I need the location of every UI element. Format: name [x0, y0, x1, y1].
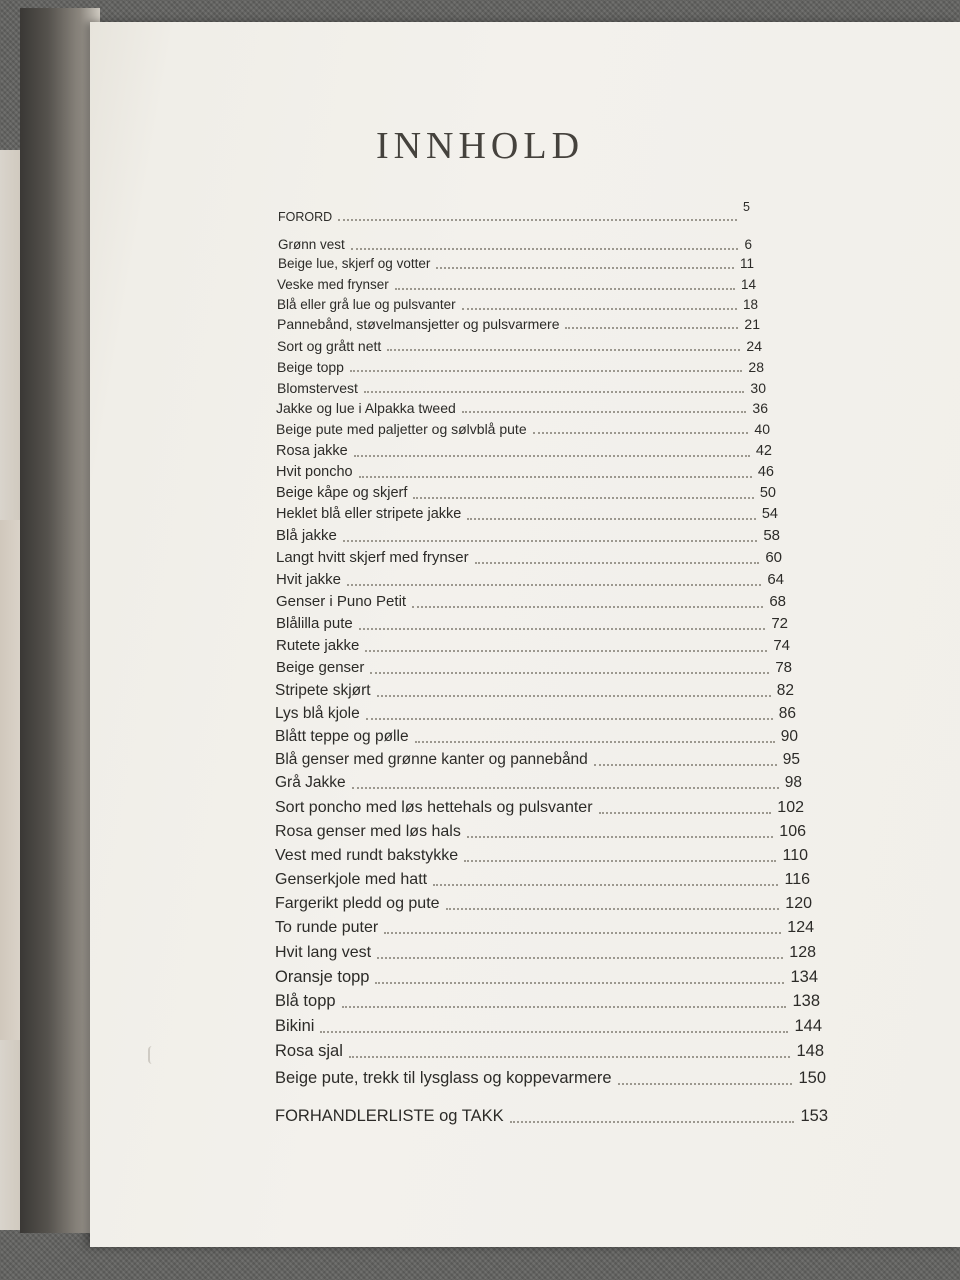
toc-entry-title: Blålilla pute: [276, 615, 353, 632]
dot-leader: [464, 860, 776, 862]
dot-leader: [377, 695, 771, 697]
dot-leader: [446, 908, 780, 910]
toc-entry-page: 148: [796, 1042, 824, 1060]
toc-entry-page: 36: [752, 400, 768, 416]
toc-entry: [275, 845, 808, 866]
toc-entry: [276, 592, 786, 612]
toc-entry-page: 86: [778, 705, 796, 722]
dot-leader: [475, 562, 760, 564]
dot-leader: [375, 982, 784, 984]
toc-entry-title: Stripete skjørt: [275, 682, 371, 699]
dot-leader: [412, 606, 763, 608]
dot-leader: [352, 787, 779, 789]
dot-leader: [359, 476, 752, 478]
toc-entry: [275, 821, 806, 842]
toc-entry-page: 24: [746, 338, 762, 354]
toc-entry-title: Veske med frynser: [277, 277, 389, 292]
toc-entry-title: Genserkjole med hatt: [275, 871, 428, 888]
dot-leader: [364, 391, 745, 393]
toc-entry-page: 106: [779, 823, 806, 840]
pencil-mark: [148, 1046, 160, 1064]
toc-entry: [278, 200, 750, 225]
dot-leader: [347, 584, 761, 586]
toc-entry-page: 124: [787, 919, 814, 936]
toc-entry-title: Blå eller grå lue og pulsvanter: [277, 297, 456, 312]
toc-entry-page: 21: [744, 316, 760, 332]
toc-entry: [277, 296, 758, 314]
toc-entry: [276, 636, 790, 656]
dot-leader: [462, 411, 747, 413]
toc-entry: [275, 869, 810, 890]
toc-entry-title: Beige genser: [276, 659, 365, 676]
toc-entry-title: Rosa sjal: [275, 1042, 343, 1060]
toc-entry-title: Blå genser med grønne kanter og pannebånd: [275, 751, 588, 768]
toc-entry: [276, 442, 772, 461]
toc-entry-title: Hvit jakke: [276, 571, 342, 588]
toc-entry-title: Rutete jakke: [276, 637, 360, 654]
toc-entry-title: Oransje topp: [275, 968, 370, 986]
dot-leader: [342, 1006, 787, 1008]
toc-entry: [275, 727, 798, 747]
dot-leader: [413, 497, 753, 499]
toc-entry-page: 74: [773, 637, 790, 654]
toc-entry: [277, 358, 764, 376]
toc-entry-page: 98: [784, 774, 802, 791]
toc-entry: [275, 991, 820, 1012]
toc-entry-title: Rosa genser med løs hals: [275, 823, 461, 840]
toc-entry-title: Heklet blå eller stripete jakke: [276, 506, 462, 522]
toc-entry-page: 95: [782, 751, 800, 768]
toc-entry-title: Grønn vest: [278, 237, 345, 252]
dot-leader: [365, 650, 767, 652]
toc-entry-title: Sort og grått nett: [277, 338, 382, 354]
dot-leader: [599, 812, 772, 814]
toc-entry-page: 60: [765, 549, 782, 566]
dot-leader: [594, 764, 777, 766]
toc-entry: [276, 658, 792, 678]
toc-entry-page: 120: [785, 895, 812, 912]
toc-entry-page: 6: [744, 237, 752, 252]
dot-leader: [320, 1031, 788, 1033]
toc-entry-page: 11: [739, 256, 754, 271]
dot-leader: [467, 836, 773, 838]
toc-entry: [276, 548, 782, 568]
toc-entry: [275, 773, 802, 793]
dot-leader: [415, 741, 775, 743]
toc-entry-title: Blå jakke: [276, 527, 337, 544]
toc-entry-title: Vest med rundt bakstykke: [275, 847, 459, 864]
toc-entry-page: 116: [784, 871, 810, 888]
toc-entry-page: 42: [755, 443, 772, 459]
toc-entry-title: Grå Jakke: [275, 774, 346, 791]
dot-leader: [433, 884, 778, 886]
dot-leader: [343, 540, 757, 542]
dot-leader: [366, 718, 773, 720]
toc-entry-title: Sort poncho med løs hettehals og pulsvanter: [275, 799, 593, 816]
toc-entry-page: 54: [761, 506, 778, 522]
dot-leader: [377, 957, 783, 959]
toc-entry-page: 50: [759, 485, 776, 501]
toc-entry: [275, 1068, 826, 1089]
toc-entry-title: Jakke og lue i Alpakka tweed: [276, 400, 456, 416]
toc-entry: [275, 750, 800, 770]
dot-leader: [359, 628, 766, 630]
toc-entry: [275, 1106, 828, 1127]
toc-entry-page: 46: [757, 464, 774, 480]
toc-entry-title: Beige kåpe og skjerf: [276, 485, 408, 501]
toc-entry: [278, 236, 752, 254]
toc-entry-title: Genser i Puno Petit: [276, 593, 407, 610]
toc-entry-title: FORORD: [278, 210, 333, 224]
dot-leader: [350, 370, 742, 372]
toc-entry: [276, 399, 768, 417]
dot-leader: [462, 308, 737, 310]
toc-entry-page: 153: [800, 1107, 828, 1125]
toc-entry-title: Lys blå kjole: [275, 705, 360, 722]
toc-entry: [276, 614, 788, 634]
dot-leader: [338, 219, 737, 221]
page-title: INNHOLD: [375, 125, 585, 167]
toc-entry: [277, 337, 762, 355]
toc-entry-title: Fargerikt pledd og pute: [275, 895, 440, 912]
toc-entry-title: Bikini: [275, 1017, 315, 1035]
toc-entry-page: 58: [763, 527, 780, 544]
toc-entry-page: 14: [740, 277, 756, 292]
toc-entry-title: Beige lue, skjerf og votter: [278, 256, 431, 271]
toc-entry: [276, 420, 770, 438]
toc-entry: [278, 255, 754, 273]
toc-entry-page: 5: [743, 200, 750, 214]
toc-entry: [276, 505, 778, 524]
toc-entry-title: Pannebånd, støvelmansjetter og pulsvarmere: [277, 316, 560, 332]
toc-entry: [275, 681, 794, 701]
dot-leader: [436, 267, 734, 269]
toc-entry-title: To runde puter: [275, 919, 379, 936]
toc-entry: [276, 570, 784, 590]
toc-entry-title: Blå topp: [275, 992, 336, 1010]
toc-entry-page: 64: [767, 571, 784, 588]
toc-entry-page: 90: [780, 728, 798, 745]
toc-entry-title: FORHANDLERLISTE og TAKK: [275, 1107, 504, 1125]
dot-leader: [618, 1083, 793, 1085]
toc-entry-page: 128: [789, 944, 816, 961]
toc-entry-title: Beige pute med paljetter og sølvblå pute: [276, 421, 527, 437]
toc-entry: [277, 379, 766, 397]
toc-entry-page: 134: [790, 968, 818, 986]
toc-entry-page: 28: [748, 359, 764, 375]
toc-entry-title: Beige pute, trekk til lysglass og koppevarmere: [275, 1069, 612, 1087]
toc-entry-title: Blått teppe og pølle: [275, 728, 409, 745]
toc-entry: [275, 704, 796, 724]
dot-leader: [565, 327, 738, 329]
toc-entry: [275, 893, 812, 914]
toc-entry: [275, 967, 818, 988]
toc-entry-page: 18: [742, 297, 758, 312]
dot-leader: [387, 349, 740, 351]
dot-leader: [533, 432, 749, 434]
toc-entry: [276, 484, 776, 503]
toc-entry: [275, 917, 814, 938]
toc-entry-title: Langt hvitt skjerf med frynser: [276, 549, 469, 566]
toc-entry: [277, 276, 756, 294]
toc-entry: [276, 463, 774, 482]
dot-leader: [384, 932, 781, 934]
toc-entry-page: 72: [771, 615, 788, 632]
toc-entry-page: 40: [754, 421, 770, 437]
toc-entry-page: 138: [792, 992, 820, 1010]
toc-entry-page: 30: [750, 380, 766, 396]
toc-entry-page: 110: [782, 847, 808, 864]
toc-entry: [275, 1016, 822, 1037]
toc-entry: [275, 1041, 824, 1062]
toc-entry-title: Hvit lang vest: [275, 944, 372, 961]
dot-leader: [395, 288, 735, 290]
dot-leader: [467, 518, 755, 520]
dot-leader: [370, 672, 769, 674]
toc-entry-page: 144: [794, 1017, 822, 1035]
toc-entry-title: Beige topp: [277, 359, 344, 375]
toc-entry-page: 68: [769, 593, 786, 610]
dot-leader: [354, 455, 750, 457]
toc-entry: [276, 526, 780, 546]
toc-entry-page: 78: [775, 659, 792, 676]
dot-leader: [351, 248, 739, 250]
toc-entry-page: 150: [798, 1069, 826, 1087]
dot-leader: [510, 1121, 795, 1123]
toc-entry-page: 102: [777, 799, 804, 816]
toc-entry: [275, 942, 816, 963]
toc-entry: [277, 315, 760, 333]
dot-leader: [349, 1056, 791, 1058]
toc-entry-title: Blomstervest: [277, 380, 358, 396]
toc-entry-title: Hvit poncho: [276, 464, 353, 480]
toc-entry-title: Rosa jakke: [276, 443, 348, 459]
toc-entry-page: 82: [776, 682, 794, 699]
toc-entry: [275, 797, 804, 818]
